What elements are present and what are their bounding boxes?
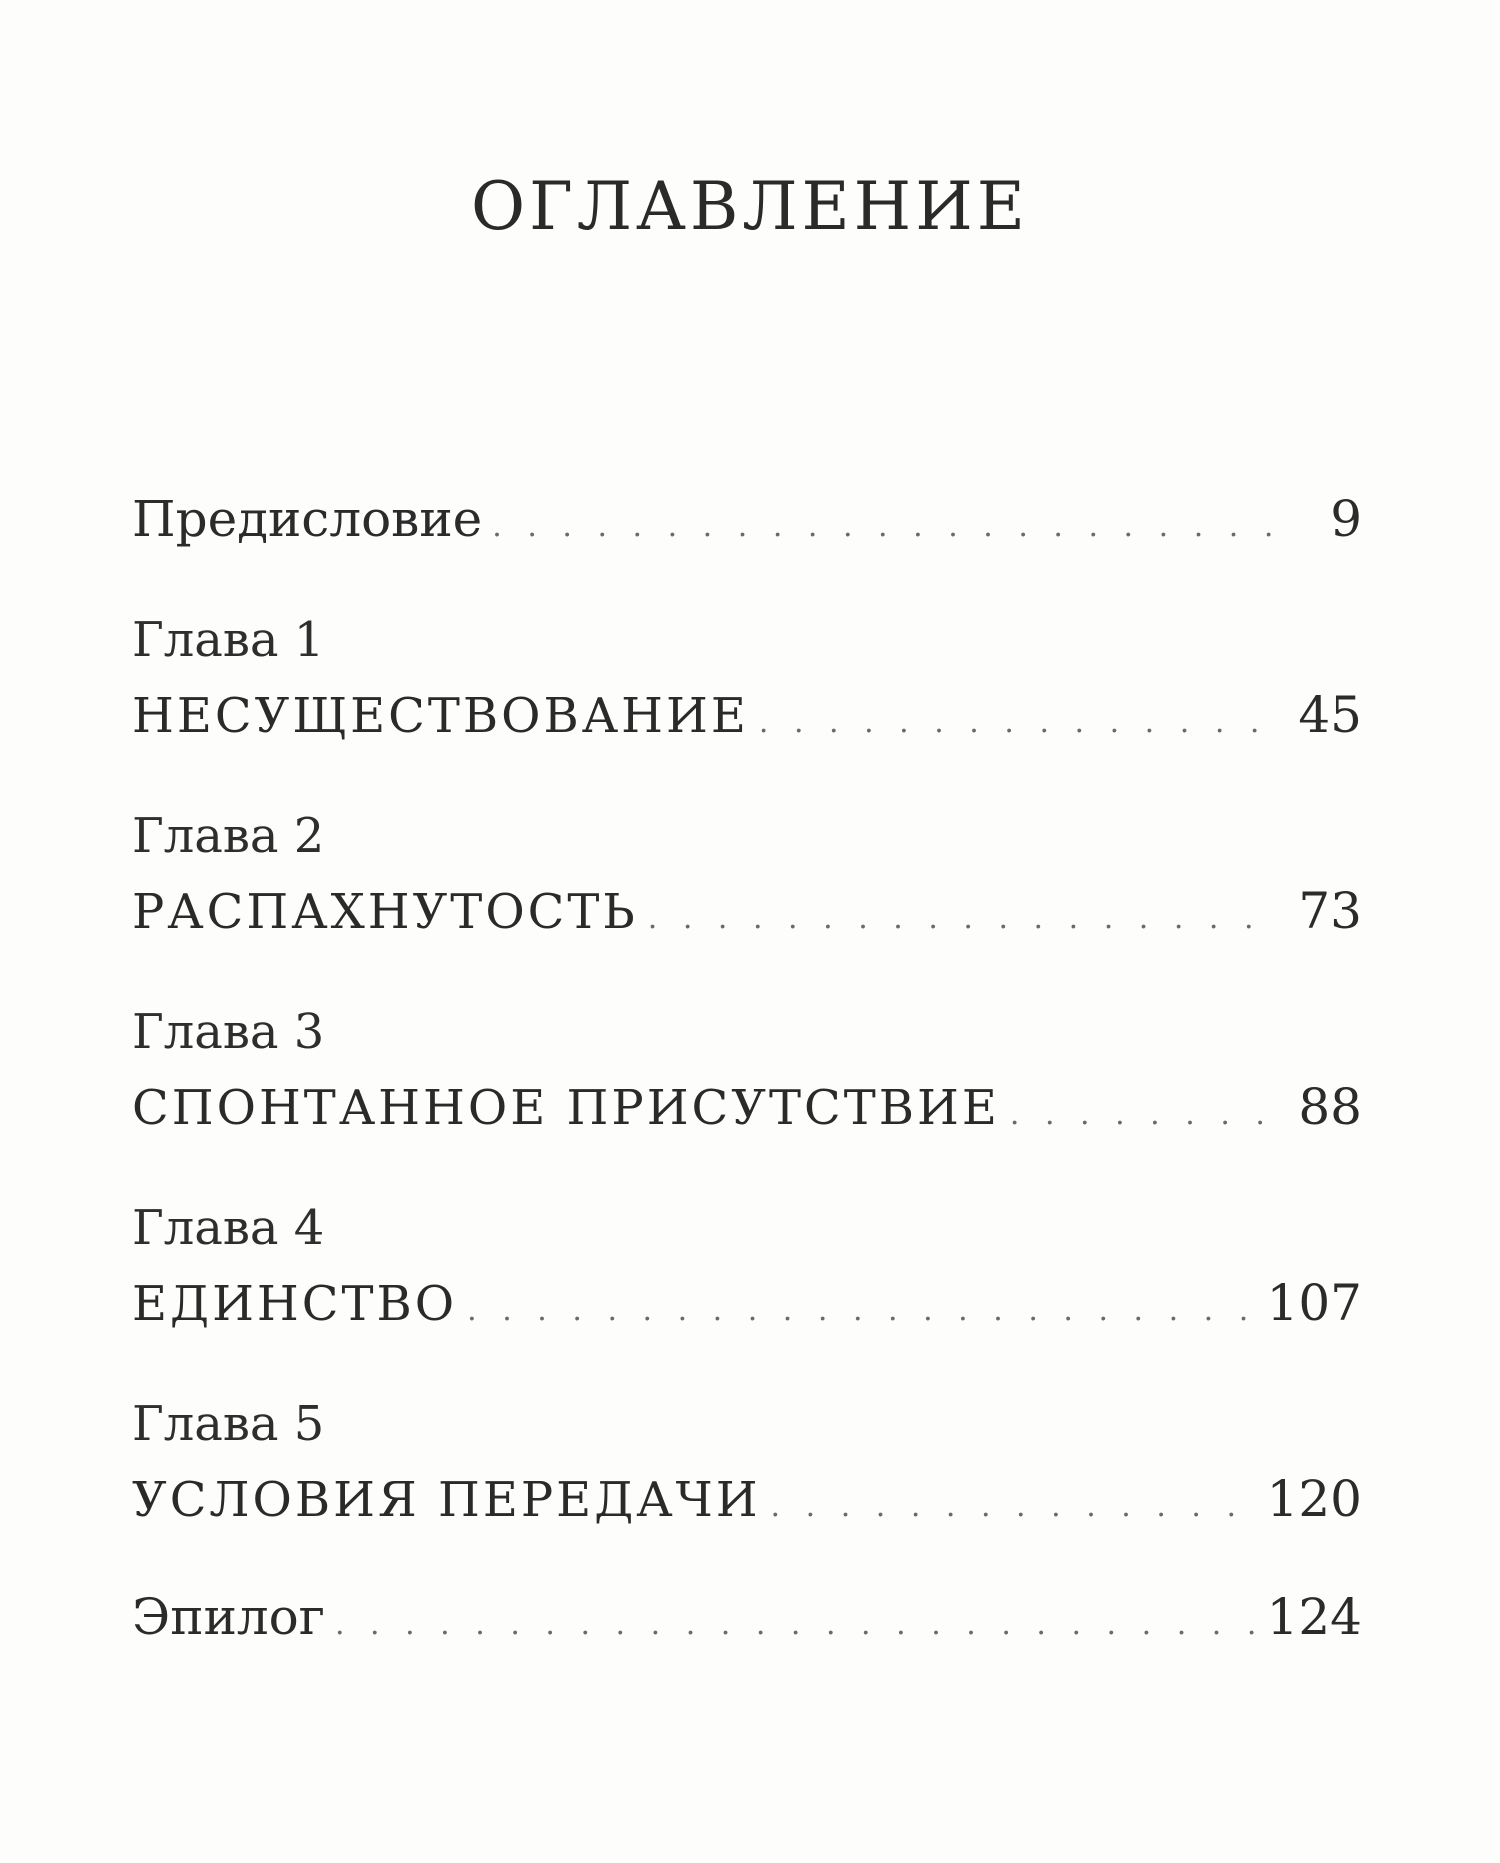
toc-entry-label: Предисловие	[132, 490, 483, 548]
toc-entry-chapter-1[interactable]	[132, 612, 1362, 744]
toc-entry-preface[interactable]	[132, 490, 1362, 548]
dot-leader	[492, 509, 1282, 544]
chapter-title: ЕДИНСТВО	[132, 1276, 458, 1332]
toc-page-number: 45	[1298, 686, 1362, 744]
chapter-label: Глава 1	[132, 612, 325, 668]
toc-page-number: 124	[1266, 1588, 1362, 1646]
toc-entry-chapter-2[interactable]	[132, 808, 1362, 940]
dot-leader	[467, 1293, 1256, 1328]
toc-entry-chapter-4[interactable]	[132, 1200, 1362, 1332]
dot-leader	[759, 705, 1282, 740]
toc-entry-chapter-3[interactable]	[132, 1004, 1362, 1136]
toc-entry-epilogue[interactable]	[132, 1588, 1362, 1646]
toc-page-number: 107	[1266, 1274, 1362, 1332]
page-title: ОГЛАВЛЕНИЕ	[471, 168, 1029, 245]
chapter-label: Глава 2	[132, 808, 325, 864]
chapter-title: НЕСУЩЕСТВОВАНИЕ	[132, 688, 749, 744]
chapter-label: Глава 5	[132, 1396, 325, 1452]
chapter-title: УСЛОВИЯ ПЕРЕДАЧИ	[132, 1472, 761, 1528]
toc-page-number: 9	[1330, 490, 1362, 548]
toc-entry-label: Эпилог	[132, 1588, 325, 1646]
chapter-label: Глава 3	[132, 1004, 325, 1060]
toc-page-number: 73	[1298, 882, 1362, 940]
dot-leader	[335, 1607, 1257, 1642]
toc-page-number: 120	[1266, 1470, 1362, 1528]
dot-leader	[771, 1489, 1257, 1524]
toc-page-number: 88	[1298, 1078, 1362, 1136]
toc-entry-chapter-5[interactable]	[132, 1396, 1362, 1528]
chapter-title: СПОНТАННОЕ ПРИСУТСТВИЕ	[132, 1080, 1000, 1136]
chapter-title: РАСПАХНУТОСТЬ	[132, 884, 638, 940]
dot-leader	[1010, 1097, 1282, 1132]
dot-leader	[648, 901, 1282, 936]
chapter-label: Глава 4	[132, 1200, 325, 1256]
